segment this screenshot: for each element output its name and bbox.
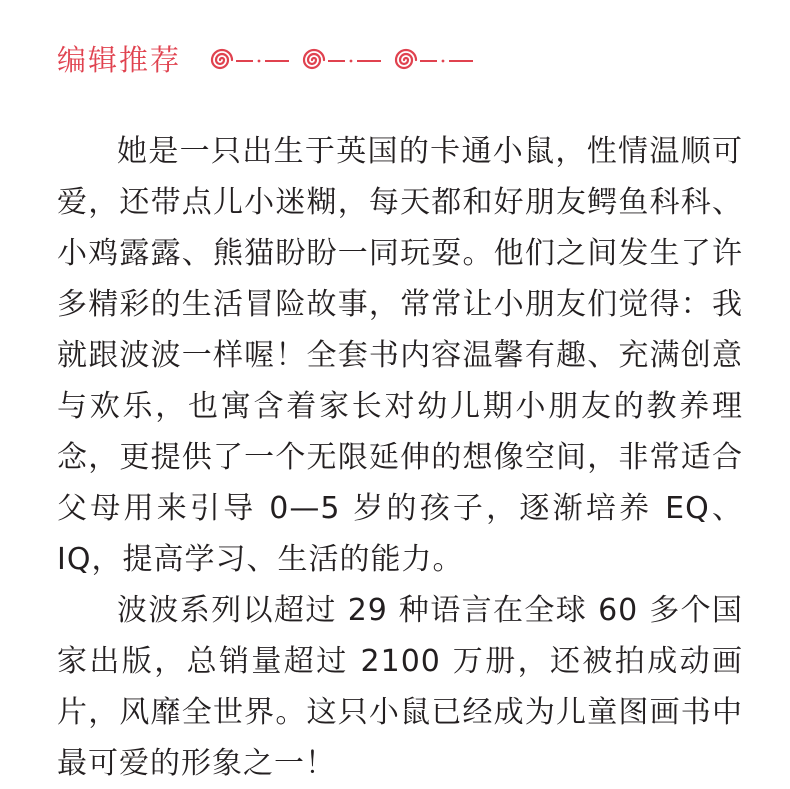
spiral-icon [393,47,479,73]
paragraph-sales: 波波系列以超过 29 种语言在全球 60 多个国家出版，总销量超过 2100 万册，还被拍成动画片，风靡全世界。这只小鼠已经成为儿童图画书中最可爱的形象之一！ [57,593,743,781]
recommendation-body [57,126,743,789]
decorative-ornaments [209,38,485,82]
section-title: 编辑推荐 [57,43,182,77]
section-header [57,38,485,82]
paragraph-intro: 她是一只出生于英国的卡通小鼠，性情温顺可爱，还带点儿小迷糊，每天都和好朋友鳄鱼科科、小鸡露露、熊猫盼盼一同玩耍。他们之间发生了许多精彩的生活冒险故事，常常让小朋友们觉得：我就跟波波一样喔！全套书内容温馨有趣、充满创意与欢乐，也寓含着家长对幼儿期小朋友的教养理念，更提供了一个无限延伸的想像空间，非常适合父母用来引导 0—5 岁的孩子，逐渐培养 EQ、IQ，提高学习、生活的能力。 [57,134,743,577]
spiral-icon [209,47,295,73]
spiral-icon [301,47,387,73]
